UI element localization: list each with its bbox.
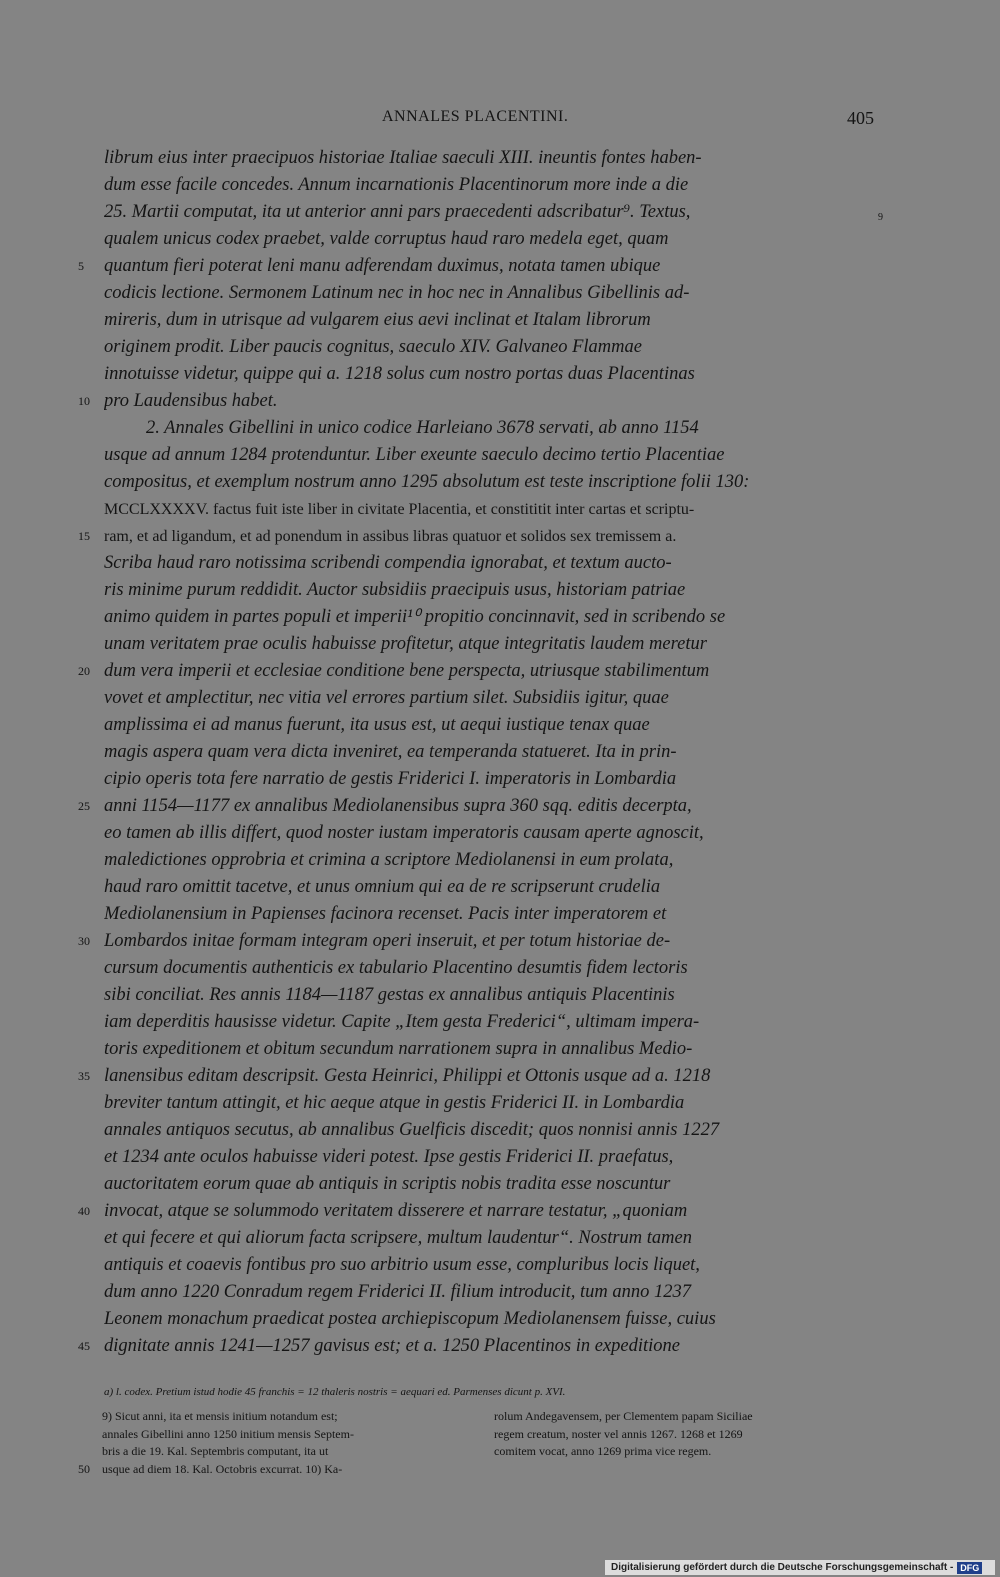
text-line: toris expeditionem et obitum secundum narrationem supra in annalibus Medio- bbox=[104, 1039, 693, 1059]
text-line: qualem unicus codex praebet, valde corruptus haud raro medela eget, quam bbox=[104, 229, 669, 249]
footnote-line: 9) Sicut anni, ita et mensis initium notandum est; bbox=[102, 1409, 338, 1423]
text-line: et qui fecere et qui aliorum facta scripsere, multum laudentur“. Nostrum tamen bbox=[104, 1228, 692, 1248]
footnote-line: usque ad diem 18. Kal. Octobris excurrat. 10) Ka- bbox=[102, 1461, 343, 1476]
text-line: ram, et ad ligandum, et ad ponendum in assibus libras quatuor et solidos sex tremissem a. bbox=[104, 528, 677, 545]
footnote-line: rolum Andegavensem, per Clementem papam Siciliae bbox=[494, 1409, 753, 1423]
text-line: anni 1154—1177 ex annalibus Mediolanensibus supra 360 sqq. editis decerpta, bbox=[104, 796, 692, 816]
text-line: Mediolanensium in Papienses facinora recenset. Pacis inter imperatorem et bbox=[104, 904, 667, 924]
text-line: eo tamen ab illis differt, quod noster iustam imperatoris causam aperte agnoscit, bbox=[104, 823, 704, 843]
footnote-line-number: 50 bbox=[78, 1462, 90, 1476]
text-line: quantum fieri poterat leni manu adferendam duximus, notata tamen ubique bbox=[104, 256, 661, 276]
text-line: vovet et amplectitur, nec vitia vel errores partium silet. Subsidiis igitur, quae bbox=[104, 688, 669, 708]
text-line: dignitate annis 1241—1257 gavisus est; et a. 1250 Placentinos in expeditione bbox=[104, 1336, 680, 1356]
footnotes-left-column bbox=[102, 1408, 482, 1478]
text-line: animo quidem in partes populi et imperii¹⁰ propitio concinnavit, sed in scribendo se bbox=[104, 607, 726, 627]
text-line: invocat, atque se solummodo veritatem disserere et narrare testatur, „quoniam bbox=[104, 1201, 688, 1221]
footnotes-right-column bbox=[494, 1408, 874, 1461]
text-line: dum vera imperii et ecclesiae conditione bene perspecta, utriusque stabilimentum bbox=[104, 661, 710, 681]
text-line: pro Laudensibus habet. bbox=[104, 391, 278, 411]
margin-note: 9 bbox=[878, 212, 883, 223]
text-line: magis aspera quam vera dicta inveniret, ea temperanda statueret. Ita in prin- bbox=[104, 742, 677, 762]
text-line: antiquis et coaevis fontibus pro suo arbitrio usum esse, compluribus locis liquet, bbox=[104, 1255, 700, 1275]
text-line: mireris, dum in utrisque ad vulgarem eius aevi inclinat et Italam librorum bbox=[104, 310, 651, 330]
text-line: librum eius inter praecipuos historiae Italiae saeculi XIII. ineuntis fontes haben- bbox=[104, 148, 702, 168]
text-line: Leonem monachum praedicat postea archiepiscopum Mediolanensem fuisse, cuius bbox=[104, 1309, 716, 1329]
line-number: 45 bbox=[78, 1339, 90, 1353]
text-line: usque ad annum 1284 protenduntur. Liber exeunte saeculo decimo tertio Placentiae bbox=[104, 445, 725, 465]
running-header-title: ANNALES PLACENTINI. bbox=[382, 108, 569, 125]
text-line: 2. Annales Gibellini in unico codice Harleiano 3678 servati, ab anno 1154 bbox=[146, 418, 699, 438]
text-line: codicis lectione. Sermonem Latinum nec in hoc nec in Annalibus Gibellinis ad- bbox=[104, 283, 690, 303]
dfg-logo: DFG bbox=[957, 1562, 982, 1574]
text-line: maledictiones opprobria et crimina a scriptore Mediolanensi in eum prolata, bbox=[104, 850, 674, 870]
text-line: iam deperditis hausisse videtur. Capite „Item gesta Frederici“, ultimam impera- bbox=[104, 1012, 700, 1032]
line-number: 5 bbox=[78, 259, 84, 273]
text-line: sibi conciliat. Res annis 1184—1187 gestas ex annalibus antiquis Placentinis bbox=[104, 985, 675, 1005]
line-number: 10 bbox=[78, 394, 90, 408]
text-line: compositus, et exemplum nostrum anno 1295 absolutum est teste inscriptione folii 130: bbox=[104, 472, 750, 492]
line-number: 25 bbox=[78, 799, 90, 813]
line-number: 20 bbox=[78, 664, 90, 678]
dfg-funding-banner[interactable] bbox=[605, 1560, 995, 1575]
line-number: 30 bbox=[78, 934, 90, 948]
text-line: dum esse facile concedes. Annum incarnationis Placentinorum more inde a die bbox=[104, 175, 689, 195]
text-line: auctoritatem eorum quae ab antiquis in scriptis nobis tradita esse noscuntur bbox=[104, 1174, 671, 1194]
page-number: 405 bbox=[847, 108, 874, 128]
footnote-a: a) l. codex. Pretium istud hodie 45 franchis = 12 thaleris nostris = aequari ed. Parmenses dicunt p. XVI. bbox=[104, 1386, 566, 1398]
line-number: 40 bbox=[78, 1204, 90, 1218]
text-line: unam veritatem prae oculis habuisse profitetur, atque integritatis laudem meretur bbox=[104, 634, 707, 654]
text-line: originem prodit. Liber paucis cognitus, saeculo XIV. Galvaneo Flammae bbox=[104, 337, 642, 357]
text-line: cipio operis tota fere narratio de gestis Friderici I. imperatoris in Lombardia bbox=[104, 769, 677, 789]
footnote-line: bris a die 19. Kal. Septembris computant, ita ut bbox=[102, 1444, 329, 1458]
text-line: dum anno 1220 Conradum regem Friderici II. filium introducit, tum anno 1237 bbox=[104, 1282, 691, 1302]
footnote-line: regem creatum, noster vel annis 1267. 1268 et 1269 bbox=[494, 1426, 743, 1441]
line-number: 35 bbox=[78, 1069, 90, 1083]
text-line: innotuisse videtur, quippe qui a. 1218 solus cum nostro portas duas Placentinas bbox=[104, 364, 695, 384]
text-line: 25. Martii computat, ita ut anterior anni pars praecedenti adscribatur⁹. Textus, bbox=[104, 202, 691, 222]
text-line: et 1234 ante oculos habuisse videri potest. Ipse gestis Friderici II. praefatus, bbox=[104, 1147, 674, 1167]
line-number: 15 bbox=[78, 529, 90, 543]
footnote-line: annales Gibellini anno 1250 initium mensis Septem- bbox=[102, 1426, 354, 1441]
text-line: amplissima ei ad manus fuerunt, ita usus est, ut aequi iustique tenax quae bbox=[104, 715, 650, 735]
text-line: lanensibus editam descripsit. Gesta Heinrici, Philippi et Ottonis usque ad a. 1218 bbox=[104, 1066, 711, 1086]
text-line: haud raro omittit tacetve, et unus omnium qui ea de re scripserunt crudelia bbox=[104, 877, 661, 897]
text-line: breviter tantum attingit, et hic aeque atque in gestis Friderici II. in Lombardia bbox=[104, 1093, 685, 1113]
text-line: annales antiquos secutus, ab annalibus Guelficis discedit; quos nonnisi annis 1227 bbox=[104, 1120, 720, 1140]
text-line: Lombardos initae formam integram operi inseruit, et per totum historiae de- bbox=[104, 931, 671, 951]
text-line: cursum documentis authenticis ex tabulario Placentino desumtis fidem lectoris bbox=[104, 958, 688, 978]
text-line: ris minime purum reddidit. Auctor subsidiis praecipuis usus, historiam patriae bbox=[104, 580, 686, 600]
text-line: MCCLXXXXV. factus fuit iste liber in civitate Placentia, et constititit inter cartas et scriptu- bbox=[104, 501, 695, 518]
dfg-funding-text: Digitalisierung gefördert durch die Deutsche Forschungsgemeinschaft - bbox=[611, 1562, 954, 1573]
footnote-line: comitem vocat, anno 1269 prima vice regem. bbox=[494, 1444, 712, 1458]
text-line: Scriba haud raro notissima scribendi compendia ignorabat, et textum aucto- bbox=[104, 553, 672, 573]
